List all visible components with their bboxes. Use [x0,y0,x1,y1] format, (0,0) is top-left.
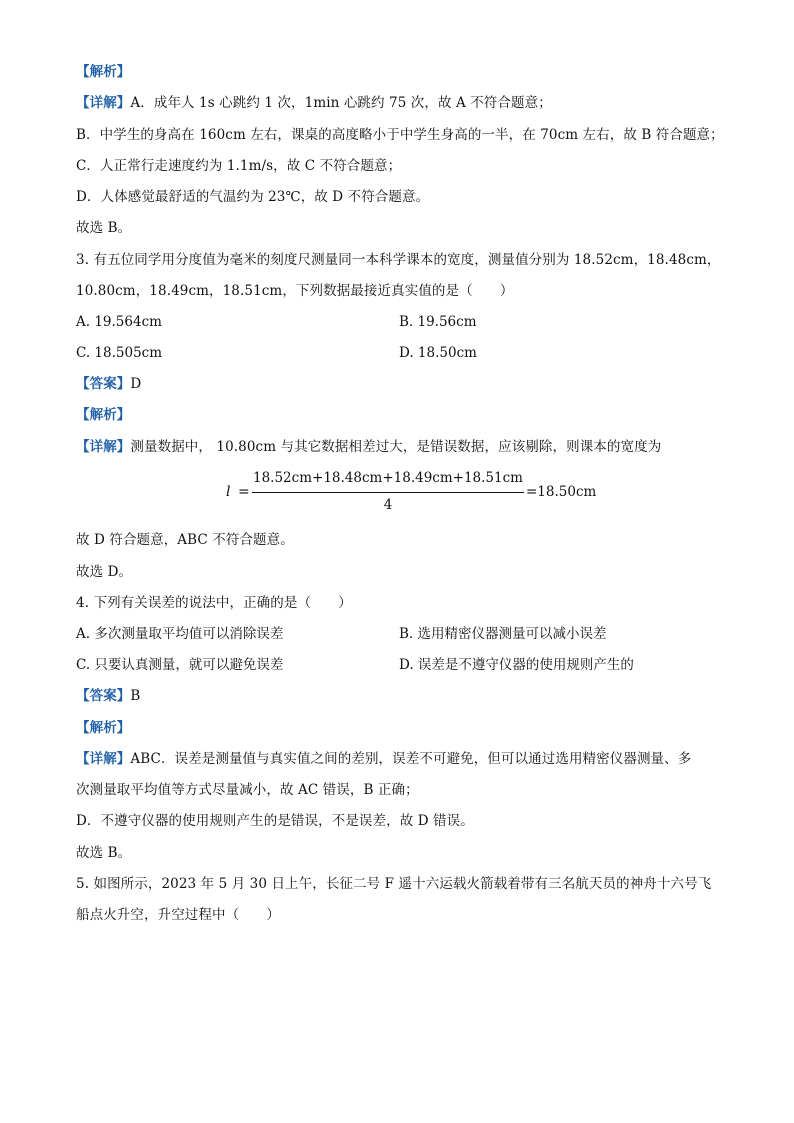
formula-equals: = [238,484,250,500]
q3-option-a: A. 19.564cm [76,314,162,330]
q3-conclusion: 故选 D。 [76,564,133,580]
q3-formula [226,470,597,518]
formula-result: =18.50cm [526,484,597,500]
q2-analysis-label [76,62,130,82]
q4-answer-line [76,686,140,706]
q4-option-b: B. 选用精密仪器测量可以减小误差 [399,626,607,642]
answer-label: 【答案】 [76,376,131,392]
q5-stem-line1: 5. 如图所示，2023 年 5 月 30 日上午，长征二号 F 遥十六运载火箭载着带有三名航天员的神舟十六号飞 [76,876,712,892]
detail-label: 【详解】 [76,439,131,455]
q4-answer-value: B [130,688,141,704]
q4-detail-line1 [76,749,691,769]
q3-option-c: C. 18.505cm [76,345,163,361]
q2-line-d: D．人体感觉最舒适的气温约为 23℃，故 D 不符合题意。 [76,189,430,205]
q2-line-c: C．人正常行走速度约为 1.1m/s，故 C 不符合题意； [76,158,402,174]
q4-option-c: C. 只要认真测量，就可以避免误差 [76,657,284,673]
q3-stem-line2: 10.80cm，18.49cm，18.51cm，下列数据最接近真实值的是（ ） [76,283,514,299]
formula-denominator: 4 [383,497,393,513]
q3-detail-text: 测量数据中， 10.80cm 与其它数据相差过大，是错误数据，应该剔除，则课本的宽度为 [130,439,662,455]
detail-label: 【详解】 [76,751,131,767]
q5-stem-line2: 船点火升空，升空过程中（ ） [76,907,280,923]
formula-numerator: 18.52cm+18.48cm+18.49cm+18.51cm [253,470,523,486]
q4-analysis-label [76,718,130,738]
q3-answer-value: D [130,376,142,392]
q4-stem: 4. 下列有关误差的说法中，正确的是（ ） [76,595,352,611]
analysis-label: 【解析】 [76,64,131,80]
formula-lhs: l [226,484,231,500]
q4-detail-text1: ABC．误差是测量值与真实值之间的差别，误差不可避免，但可以通过选用精密仪器测量、多 [130,751,692,767]
q4-detail-line3: D．不遵守仪器的使用规则产生的是错误，不是误差，故 D 错误。 [76,813,474,829]
q3-analysis-label [76,405,130,425]
detail-label: 【详解】 [76,95,131,111]
fraction-bar [252,492,524,493]
q2-detail-line [76,93,552,113]
analysis-label: 【解析】 [76,407,131,423]
q4-option-d: D. 误差是不遵守仪器的使用规则产生的 [399,657,634,673]
q4-option-a: A. 多次测量取平均值可以消除误差 [76,626,284,642]
q4-conclusion: 故选 B。 [76,845,132,861]
q4-detail-line2: 次测量取平均值等方式尽量减小，故 AC 错误，B 正确； [76,782,419,798]
q2-detail-a: A．成年人 1s 心跳约 1 次，1min 心跳约 75 次，故 A 不符合题意； [130,95,552,111]
q3-detail-line [76,437,661,457]
q3-answer-line [76,374,141,394]
q2-conclusion: 故选 B。 [76,220,132,236]
q3-stem-line1: 3. 有五位同学用分度值为毫米的刻度尺测量同一本科学课本的宽度，测量值分别为 18.52cm，18.48cm， [76,252,721,268]
analysis-label: 【解析】 [76,720,131,736]
q3-note: 故 D 符合题意，ABC 不符合题意。 [76,532,294,548]
q3-option-b: B. 19.56cm [399,314,477,330]
answer-label: 【答案】 [76,688,131,704]
q2-line-b: B．中学生的身高在 160cm 左右，课桌的高度略小于中学生身高的一半，在 70cm 左右，故 B 符合题意； [76,127,724,143]
q3-option-d: D. 18.50cm [399,345,477,361]
